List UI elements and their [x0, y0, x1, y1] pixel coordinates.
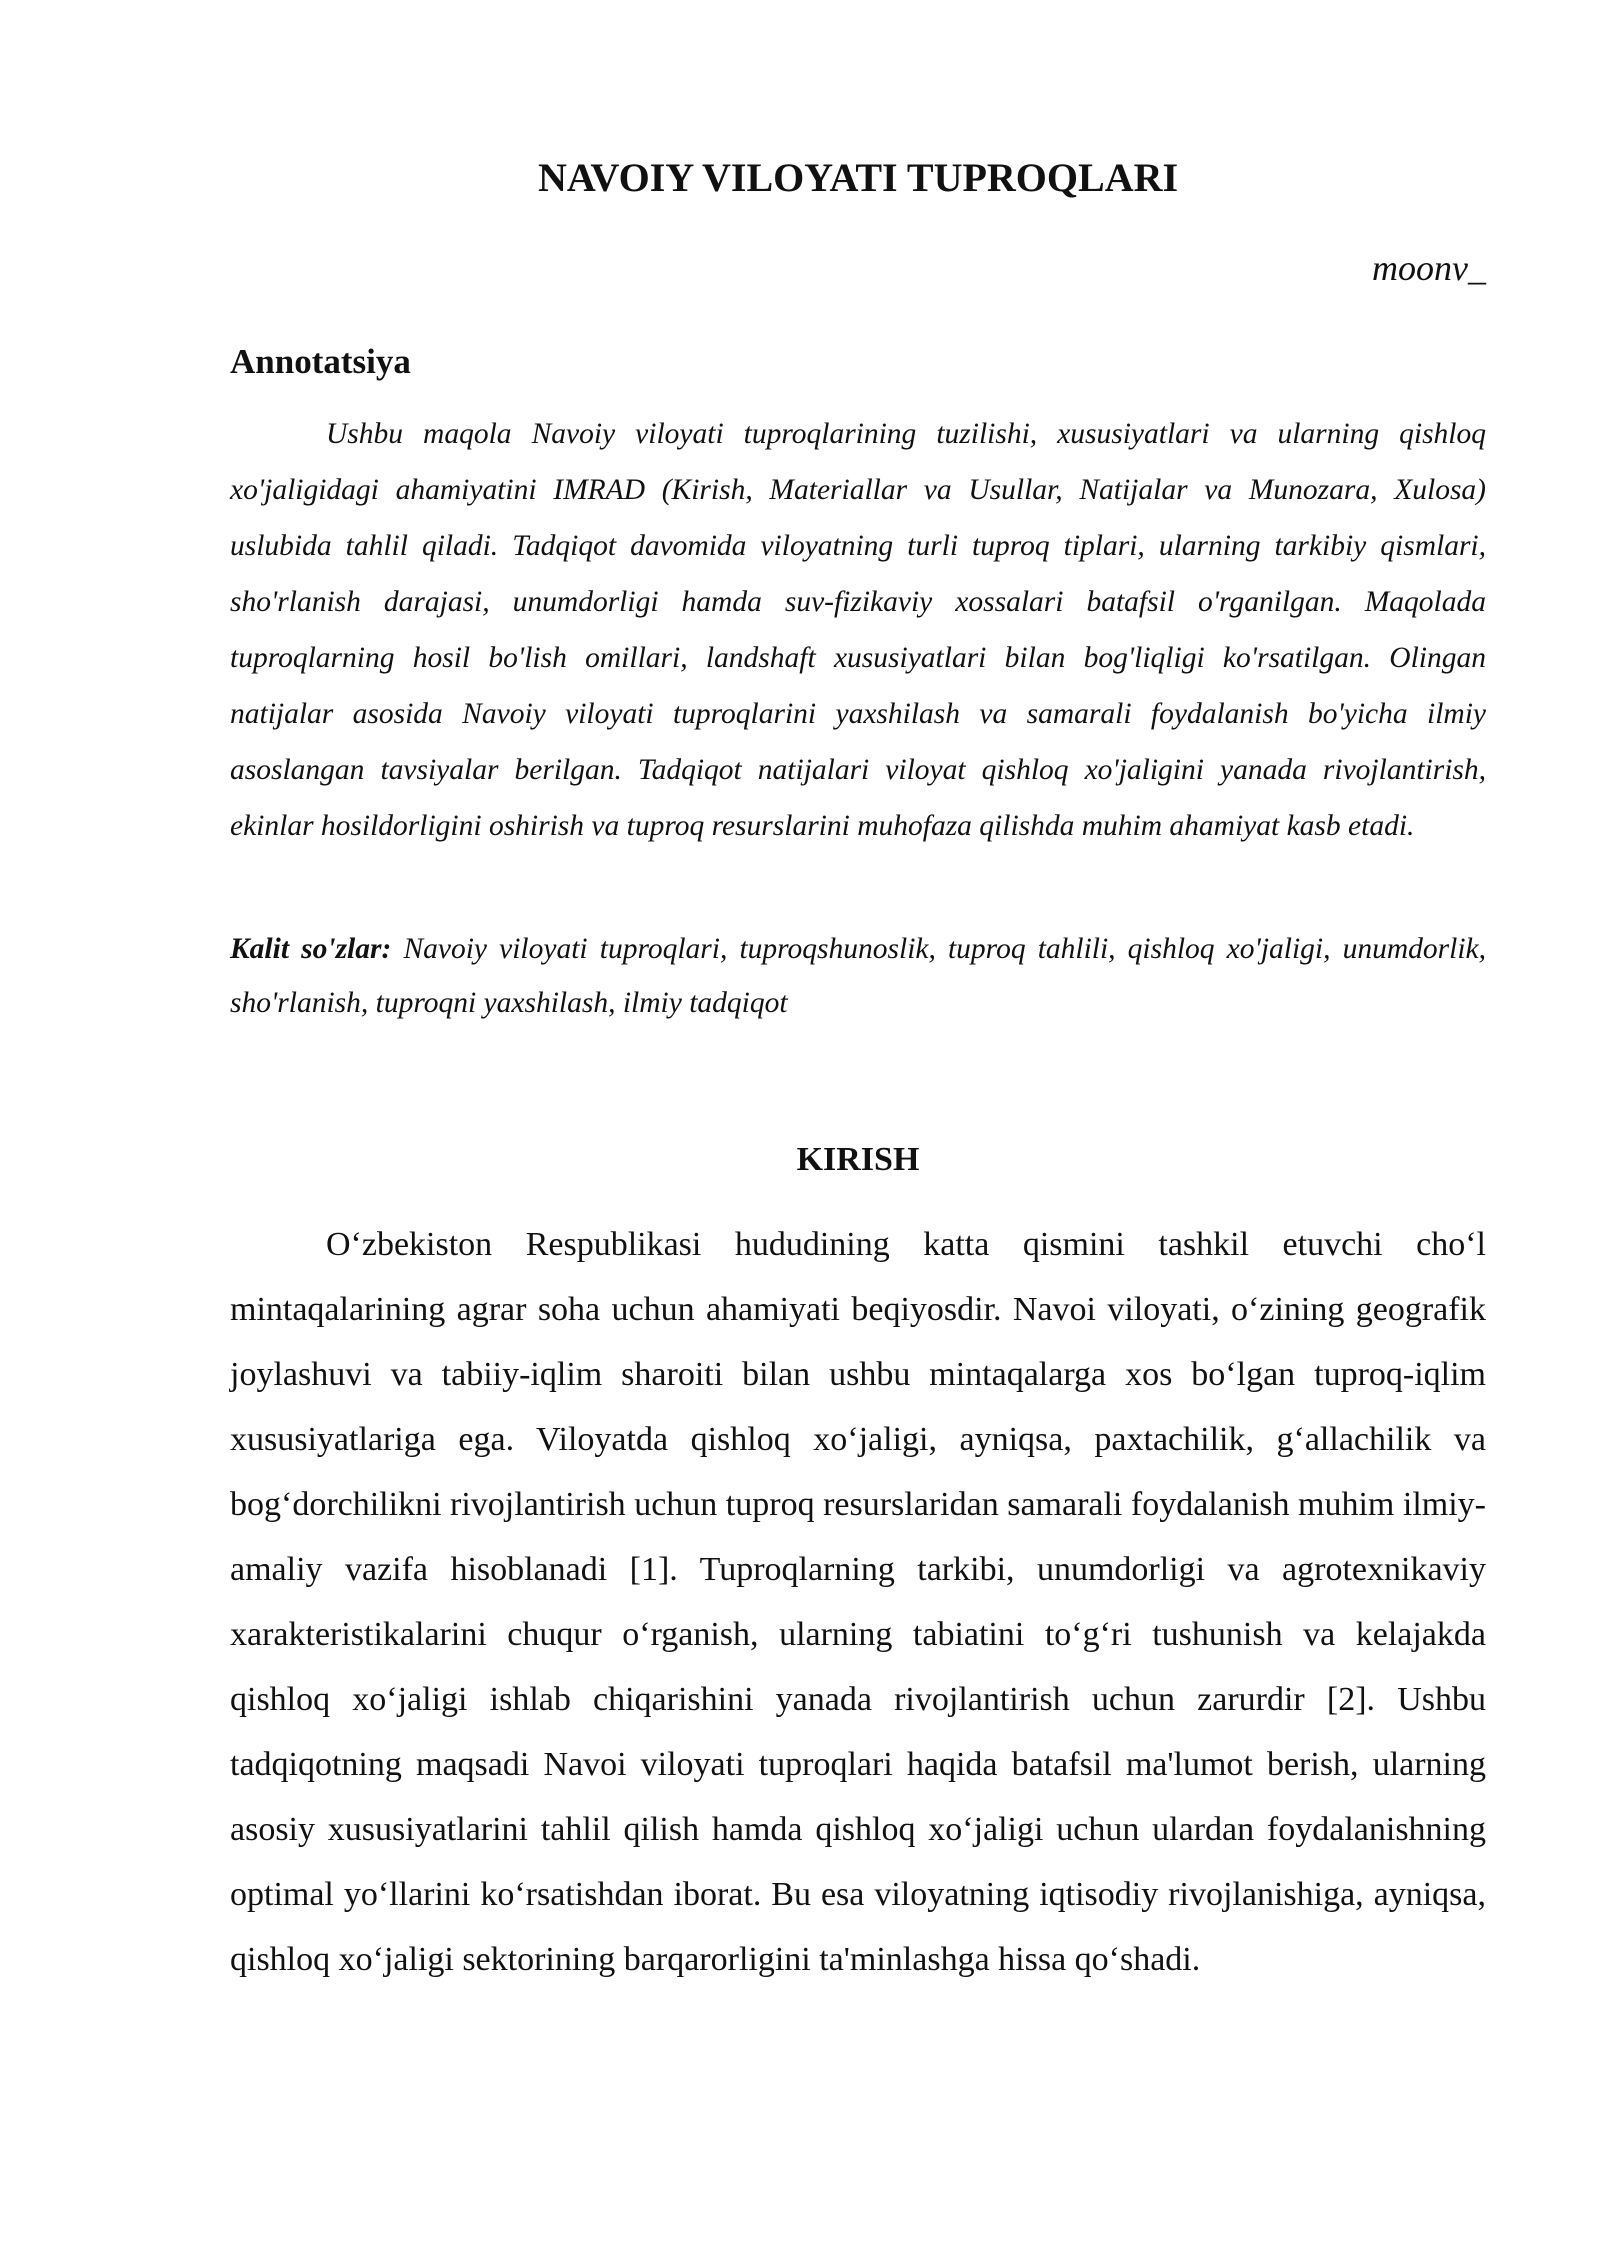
- introduction-heading: KIRISH: [796, 1141, 920, 1178]
- introduction-text: O‘zbekiston Respublikasi hududining katta qismini tashkil etuvchi cho‘l mintaqalarining agrar soha uchun ahamiyati beqiyosdir. Navoi viloyati, o‘zining geografik joylashuvi va tabiiy-iqlim sharoiti bilan ushbu mintaqalarga xos bo‘lgan tuproq-iqlim xususiyatlariga ega. Viloyatda qishloq xo‘jaligi, ayniqsa, paxtachilik, g‘allachilik va bog‘dorchilikni rivojlantirish uchun tuproq resurslaridan samarali foydalanish muhim ilmiy-amaliy vazifa hisoblanadi [1]. Tuproqlarning tarkibi, unumdorligi va agrotexnikaviy xarakteristikalarini chuqur o‘rganish, ularning tabiatini to‘g‘ri tushunish va kelajakda qishloq xo‘jaligi ishlab chiqarishini yanada rivojlantirish uchun zarurdir [2]. Ushbu tadqiqotning maqsadi Navoi viloyati tuproqlari haqida batafsil ma'lumot berish, ularning asosiy xususiyatlarini tahlil qilish hamda qishloq xo‘jaligi uchun ulardan foydalanishning optimal yo‘llarini ko‘rsatishdan iborat. Bu esa viloyatning iqtisodiy rivojlanishiga, ayniqsa, qishloq xo‘jaligi sektorining barqarorligini ta'minlashga hissa qo‘shadi.: [230, 1226, 1486, 1978]
- paper-title: NAVOIY VILOYATI TUPROQLARI: [537, 155, 1179, 200]
- abstract-text: Ushbu maqola Navoiy viloyati tuproqlarining tuzilishi, xususiyatlari va ularning qishloq xo'jaligidagi ahamiyatini IMRAD (Kirish, Materiallar va Usullar, Natijalar va Munozara, Xulosa) uslubida tahlil qiladi. Tadqiqot davomida viloyatning turli tuproq tiplari, ularning tarkibiy qismlari, sho'rlanish darajasi, unumdorligi hamda suv-fizikaviy xossalari batafsil o'rganilgan. Maqolada tuproqlarning hosil bo'lish omillari, landshaft xususiyatlari bilan bog'liqligi ko'rsatilgan. Olingan natijalar asosida Navoiy viloyati tuproqlarini yaxshilash va samarali foydalanish bo'yicha ilmiy asoslangan tavsiyalar berilgan. Tadqiqot natijalari viloyat qishloq xo'jaligini yanada rivojlantirish, ekinlar hosildorligini oshirish va tuproq resurslarini muhofaza qilishda muhim ahamiyat kasb etadi.: [230, 418, 1486, 842]
- keywords-label: Kalit so'zlar:: [230, 933, 392, 965]
- abstract-heading: Annotatsiya: [230, 342, 411, 381]
- author-name: moonv_: [1372, 248, 1486, 288]
- keywords-text: Navoiy viloyati tuproqlari, tuproqshunoslik, tuproq tahlili, qishloq xo'jaligi, unumdorlik, sho'rlanish, tuproqni yaxshilash, ilmiy tadqiqot: [230, 933, 1487, 1019]
- keywords-paragraph: [230, 922, 1486, 1030]
